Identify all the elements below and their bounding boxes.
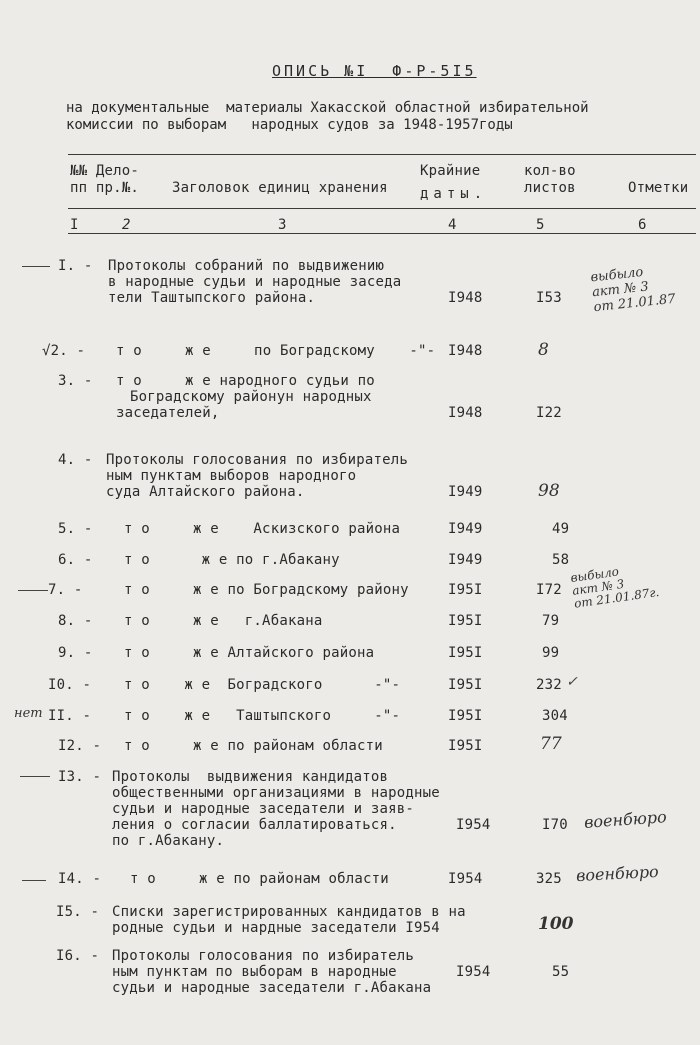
row-title-line: т о ж е г.Абакана: [124, 613, 323, 629]
row-title-line: ным пунктам по выборам в народные: [112, 964, 397, 980]
col-number-6: 6: [638, 217, 647, 233]
subtitle-line-1: на документальные материалы Хакасской областной избирательной: [66, 100, 589, 116]
col-header-notes: Отметки: [628, 180, 689, 196]
row-number: 8. -: [58, 613, 93, 629]
row-title-line: т о ж е Аскизского района: [124, 521, 401, 537]
row-title-line: т о ж е народного судьи по: [116, 373, 375, 389]
row-sheets: I22: [536, 405, 562, 421]
row-date: I954: [456, 817, 491, 833]
row-title-line: т о ж е Таштыпского -"-: [124, 708, 401, 724]
row-date: I954: [448, 871, 483, 887]
row-title-line: т о ж е по г.Абакану: [124, 552, 340, 568]
row-date: I949: [448, 552, 483, 568]
margin-dash: [18, 590, 48, 591]
col-number-3: 3: [278, 217, 287, 233]
row-title-line: т о ж е по районам области: [130, 871, 389, 887]
row-date: I948: [448, 290, 483, 306]
col-number-1: I: [70, 217, 79, 233]
row-sheets: 98: [538, 481, 560, 501]
row-date: I949: [448, 521, 483, 537]
row-title-line: Протоколы выдвижения кандидатов: [112, 769, 389, 785]
row-title-line: в народные судьи и народные заседа: [108, 274, 402, 290]
subtitle-line-2: комиссии по выборам народных судов за 1948-1957годы: [66, 117, 513, 133]
col-header-sheets: кол-во: [524, 163, 576, 179]
row-title-line: родные судьи и нардные заседатели I954: [112, 920, 440, 936]
row-sheets: 325: [536, 871, 562, 887]
row-sheets: I72: [536, 582, 562, 598]
margin-dash: [20, 776, 50, 777]
row-title-line: т о ж е по районам области: [124, 738, 383, 754]
row-title-line: т о ж е по Боградскому району: [124, 582, 409, 598]
row-title-line: Протоколы голосования по избиратель: [112, 948, 415, 964]
row-number: I5. -: [56, 904, 100, 920]
row-title-line: общественными организациями в народные: [112, 785, 440, 801]
row-number: 3. -: [58, 373, 93, 389]
row-title-line: Протоколы собраний по выдвижению: [108, 258, 385, 274]
row-sheets: 49: [552, 521, 570, 537]
col-number-2: 2: [122, 217, 131, 233]
row-title-line: судьи и народные заседатели и заяв-: [112, 801, 415, 817]
row-number: 5. -: [58, 521, 93, 537]
row-number: I0. -: [48, 677, 92, 693]
row-title-line: Боградскому районун народных: [130, 389, 372, 405]
margin-dash: [22, 266, 50, 267]
row-number: II. -: [48, 708, 92, 724]
row-number: 9. -: [58, 645, 93, 661]
col-header-dates: Крайние: [420, 163, 481, 179]
row-date: I95I: [448, 613, 483, 629]
row-number: 7. -: [48, 582, 83, 598]
row-sheets: I70: [542, 817, 568, 833]
row-title-line: Протоколы голосования по избиратель: [106, 452, 409, 468]
row-date: I95I: [448, 645, 483, 661]
row-sheets: 99: [542, 645, 560, 661]
row-title-line: т о ж е Боградского -"-: [124, 677, 401, 693]
row-date: I95I: [448, 738, 483, 754]
row-title-line: Списки зарегистрированных кандидатов в на: [112, 904, 466, 920]
row-date: I95I: [448, 708, 483, 724]
row-date: I948: [448, 405, 483, 421]
row-sheets: 8: [538, 340, 549, 360]
col-number-5: 5: [536, 217, 545, 233]
row-title-line: тели Таштыпского района.: [108, 290, 316, 306]
handwritten-note: выбыло акт № 3 от 21.01.87г.: [569, 564, 661, 611]
margin-dash: [22, 880, 46, 881]
row-sheets: 55: [552, 964, 570, 980]
row-sheets: 58: [552, 552, 570, 568]
row-number: 6. -: [58, 552, 93, 568]
row-number: I. -: [58, 258, 93, 274]
handwritten-note: выбыло акт № 3 от 21.01.87: [589, 264, 677, 316]
row-title-line: т о ж е по Боградскому -"-: [116, 343, 444, 359]
col-header-title: Заголовок единиц хранения: [172, 180, 388, 196]
row-date: I948: [448, 343, 483, 359]
checkmark-icon: ✓: [566, 674, 578, 690]
row-date: I95I: [448, 582, 483, 598]
row-date: I949: [448, 484, 483, 500]
row-sheets: 77: [540, 734, 562, 754]
row-sheets: 100: [538, 914, 574, 934]
row-title-line: ным пунктам выборов народного: [106, 468, 357, 484]
row-title-line: по г.Абакану.: [112, 833, 225, 849]
row-number: I3. -: [58, 769, 102, 785]
col-header-dates-2: даты.: [420, 186, 488, 202]
header-mid-rule: [68, 208, 696, 209]
row-title-line: заседателей,: [116, 405, 220, 421]
row-sheets: 79: [542, 613, 560, 629]
row-number: I2. -: [58, 738, 102, 754]
row-number: I6. -: [56, 948, 100, 964]
margin-note: нет: [14, 706, 43, 721]
page-title: ОПИСЬ №I Ф-Р-5I5: [272, 62, 477, 80]
row-title-line: т о ж е Алтайского района: [124, 645, 375, 661]
row-number: I4. -: [58, 871, 102, 887]
row-number: 4. -: [58, 452, 93, 468]
col-header-number: №№ Дело-: [70, 163, 140, 179]
header-bottom-rule: [68, 233, 696, 234]
row-date: I954: [456, 964, 491, 980]
row-title-line: ления о согласии баллатироваться.: [112, 817, 397, 833]
row-sheets: 232: [536, 677, 562, 693]
row-number: √2. -: [42, 343, 86, 359]
row-sheets: I53: [536, 290, 562, 306]
handwritten-note: военбюро: [583, 807, 668, 832]
col-number-4: 4: [448, 217, 457, 233]
col-header-number-2: пп пр.№.: [70, 180, 140, 196]
row-date: I95I: [448, 677, 483, 693]
row-sheets: 304: [542, 708, 568, 724]
header-top-rule: [68, 154, 696, 155]
row-title-line: суда Алтайского района.: [106, 484, 305, 500]
col-header-sheets-2: листов: [524, 180, 576, 196]
handwritten-note: военбюро: [575, 861, 660, 886]
row-title-line: судьи и народные заседатели г.Абакана: [112, 980, 432, 996]
